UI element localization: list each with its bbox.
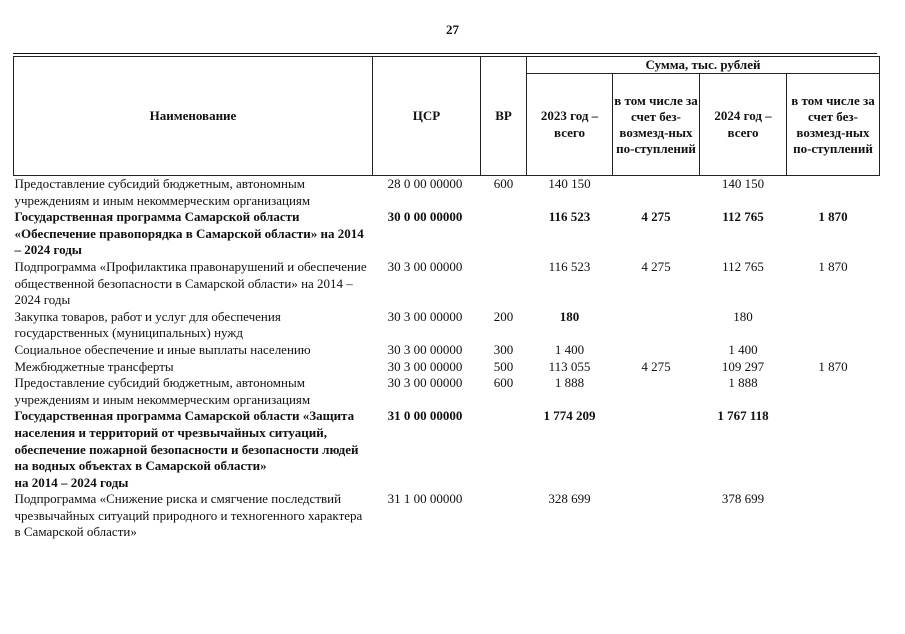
row-name: Подпрограмма «Профилактика правонарушений и обеспечение общественной безопасности в Самарской области» на 2014 – 2024 годы [14, 258, 367, 308]
row-2023-total: 1 400 [554, 341, 585, 357]
row-2023-total: 1 774 209 [543, 408, 596, 424]
row-2024-free [787, 375, 880, 408]
row-2023-free: 4 275 [641, 358, 671, 374]
table-row [14, 375, 880, 408]
row-2023-total: 116 523 [548, 209, 591, 225]
row-2023-free [613, 491, 700, 541]
row-2024-total: 112 765 [722, 258, 764, 274]
page-number: 27 [446, 22, 459, 37]
row-2023-total: 180 [559, 308, 580, 324]
header-csr: ЦСР [373, 57, 481, 176]
row-2023-total: 328 699 [548, 491, 591, 507]
row-2023-total: 1 888 [554, 375, 585, 391]
row-2023-free [613, 176, 700, 210]
row-2024-total: 1 888 [728, 375, 758, 391]
row-2024-free [787, 491, 880, 541]
row-name: Государственная программа Самарской области «Защита населения и территорий от чрезвычайных ситуаций, обеспечение пожарной безопасности и безопасности людей на водных объектах в Самарской области» на 2014 – 2024 годы [14, 408, 359, 490]
row-csr: 30 3 00 00000 [387, 375, 463, 391]
row-2024-free [787, 408, 880, 491]
row-2024-free: 1 870 [818, 258, 848, 274]
top-rule [13, 53, 877, 54]
row-2024-free: 1 870 [818, 358, 848, 374]
row-csr: 31 1 00 00000 [387, 491, 463, 507]
table-row [14, 259, 880, 309]
row-csr: 30 3 00 00000 [387, 341, 463, 357]
row-vr: 500 [493, 358, 514, 374]
row-vr: 600 [493, 176, 514, 191]
row-name: Подпрограмма «Снижение риска и смягчение последствий чрезвычайных ситуаций природного и техногенного характера в Самарской области» [14, 491, 363, 540]
row-name: Социальное обеспечение и иные выплаты населению [14, 341, 311, 357]
row-2024-free [787, 342, 880, 359]
row-csr: 30 3 00 00000 [387, 358, 463, 374]
row-name: Государственная программа Самарской области «Обеспечение правопорядка в Самарской области» на 2014 – 2024 годы [14, 209, 364, 258]
row-vr: 300 [493, 341, 514, 357]
row-2024-total: 109 297 [721, 358, 765, 374]
table-header [14, 57, 880, 176]
row-2023-free: 4 275 [641, 258, 671, 274]
row-2024-total: 1 767 118 [717, 408, 769, 424]
row-2023-total: 113 055 [548, 358, 591, 374]
row-2023-free: 4 275 [641, 209, 671, 225]
header-2023-free: в том числе за счет без-возмезд-ных по-ступлений [613, 74, 700, 176]
row-2024-free: 1 870 [818, 209, 848, 225]
header-name: Наименование [14, 57, 373, 176]
row-name: Межбюджетные трансферты [14, 358, 174, 374]
row-name: Предоставление субсидий бюджетным, автономным учреждениям и иным некоммерческим организациям [14, 375, 311, 407]
row-csr: 31 0 00 00000 [387, 408, 463, 424]
header-2024-free: в том числе за счет без-возмезд-ных по-ступлений [787, 74, 880, 176]
row-vr: 200 [493, 308, 514, 324]
budget-table [13, 56, 880, 541]
row-2024-free [787, 309, 880, 342]
row-vr [481, 408, 527, 491]
row-2023-total: 116 523 [548, 258, 591, 274]
table-row [14, 491, 880, 541]
row-vr [481, 209, 527, 259]
table-body [14, 176, 880, 542]
row-csr: 30 3 00 00000 [387, 258, 463, 274]
row-name: Предоставление субсидий бюджетным, автономным учреждениям и иным некоммерческим организациям [14, 176, 311, 208]
row-2023-free [613, 408, 700, 491]
row-vr [481, 491, 527, 541]
header-sum-group: Сумма, тыс. рублей [527, 57, 880, 74]
header-2024-total: 2024 год – всего [700, 74, 787, 176]
header-2023-total: 2023 год – всего [527, 74, 613, 176]
row-vr: 600 [493, 375, 514, 391]
row-2024-total: 140 150 [721, 176, 765, 191]
row-name: Закупка товаров, работ и услуг для обеспечения государственных (муниципальных) нужд [14, 308, 281, 341]
row-2023-total: 140 150 [548, 176, 591, 191]
table-row [14, 176, 880, 210]
table-row [14, 342, 880, 359]
row-2024-total: 112 765 [722, 209, 764, 225]
row-csr: 28 0 00 00000 [387, 176, 463, 191]
row-2023-free [613, 375, 700, 408]
row-2024-total: 378 699 [721, 491, 765, 507]
row-vr [481, 259, 527, 309]
table-row [14, 359, 880, 376]
row-2024-total: 180 [733, 308, 753, 324]
row-2023-free [613, 342, 700, 359]
row-csr: 30 0 00 00000 [387, 209, 463, 225]
table-row [14, 309, 880, 342]
table-row [14, 209, 880, 259]
row-2024-total: 1 400 [728, 341, 758, 357]
table-row [14, 408, 880, 491]
header-vr: ВР [481, 57, 527, 176]
row-2024-free [787, 176, 880, 210]
row-csr: 30 3 00 00000 [387, 308, 463, 324]
row-2023-free [613, 309, 700, 342]
